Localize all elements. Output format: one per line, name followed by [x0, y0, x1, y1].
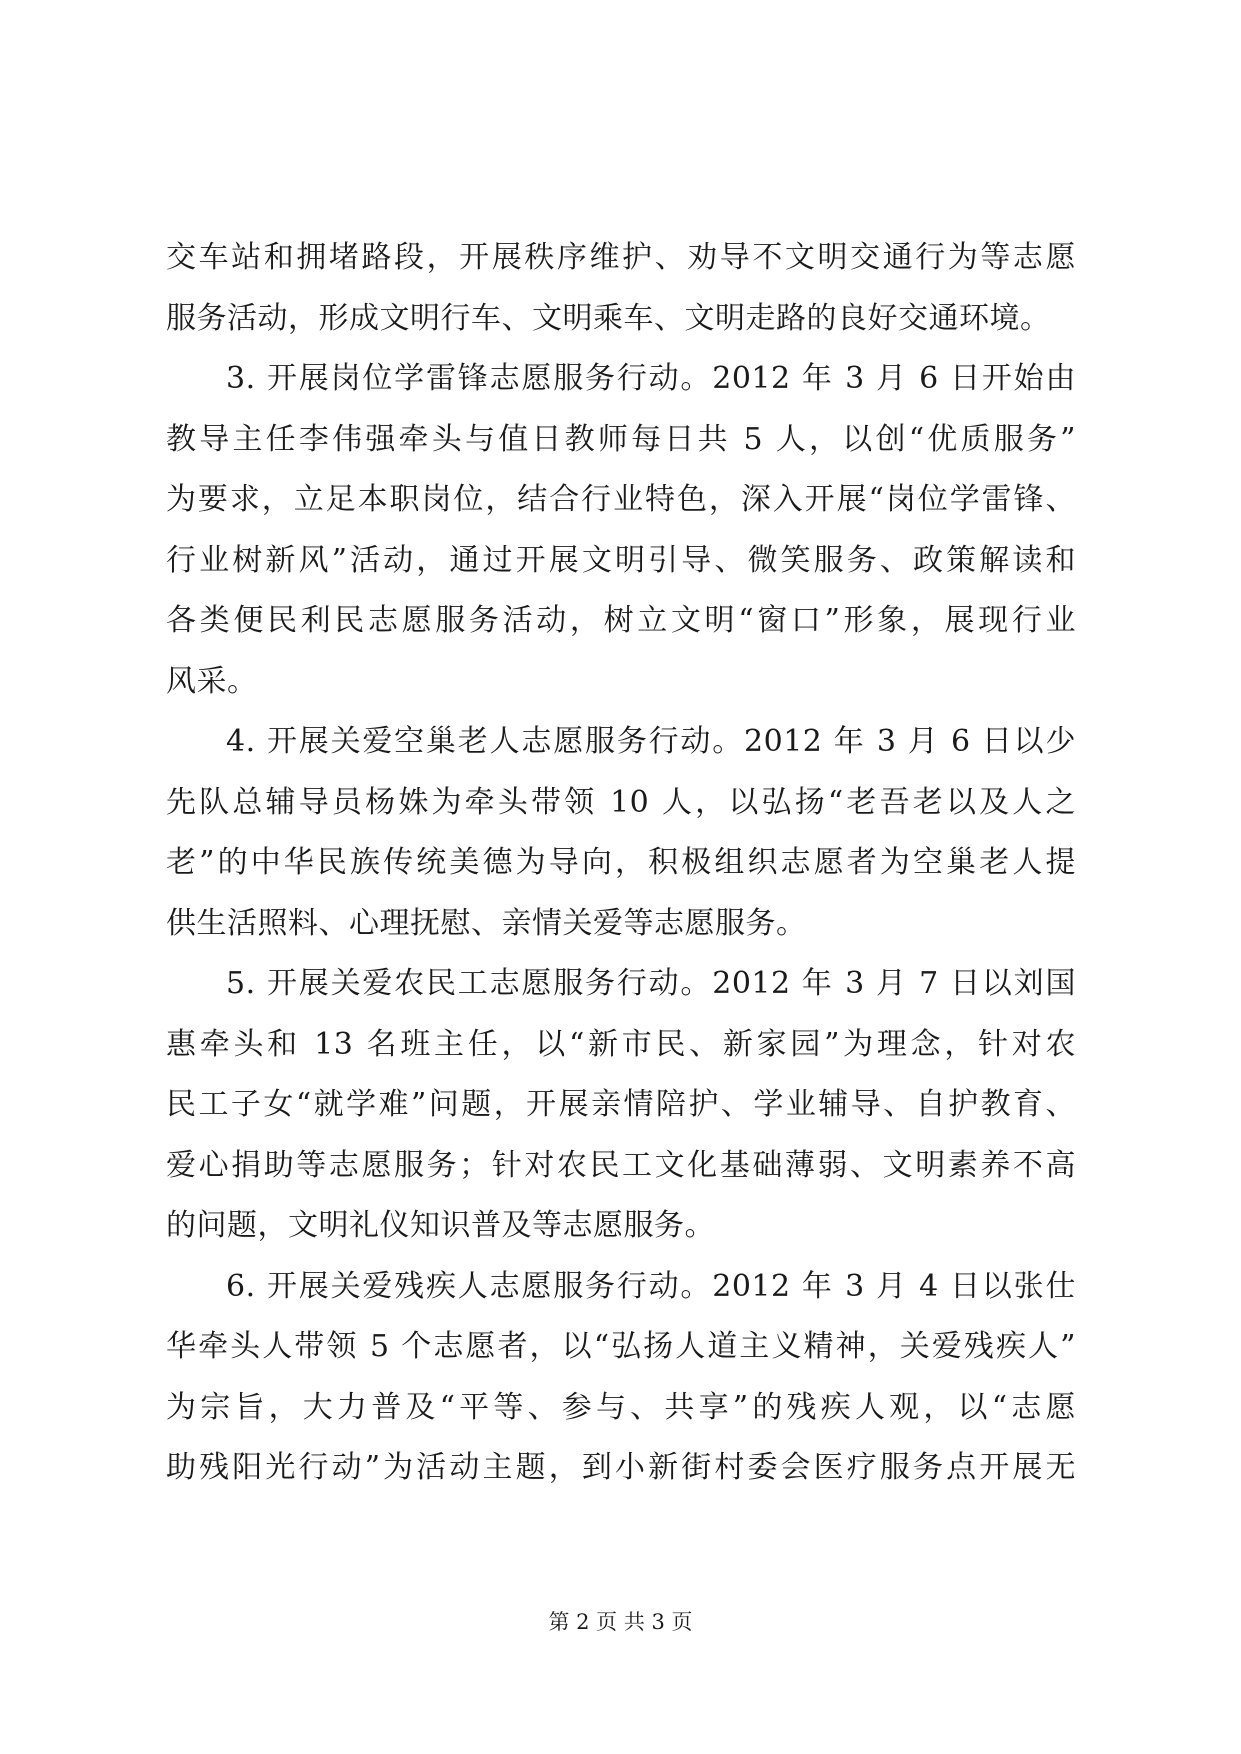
text-line: 供生活照料、心理抚慰、亲情关爱等志愿服务。 — [166, 905, 807, 941]
document-body — [166, 228, 1076, 1499]
text-line: 的问题，文明礼仪知识普及等志愿服务。 — [166, 1208, 715, 1243]
text-line: 民工子女“就学难”问题，开展亲情陪护、学业辅导、自护教育、 — [166, 1087, 1076, 1122]
text-line: 先队总辅导员杨姝为牵头带领 10 人，以弘扬“老吾老以及人之 — [166, 784, 1076, 820]
text-line: 教导主任李伟强牵头与值日教师每日共 5 人，以创“优质服务” — [166, 421, 1076, 457]
text-line: 各类便民利民志愿服务活动，树立文明“窗口”形象，展现行业 — [166, 603, 1076, 638]
text-line: 服务活动，形成文明行车、文明乘车、文明走路的良好交通环境。 — [166, 300, 1051, 336]
text-line: 为要求，立足本职岗位，结合行业特色，深入开展“岗位学雷锋、 — [166, 482, 1076, 517]
text-line: 老”的中华民族传统美德为导向，积极组织志愿者为空巢老人提 — [166, 845, 1076, 880]
text-line: 助残阳光行动”为活动主题，到小新街村委会医疗服务点开展无 — [166, 1450, 1076, 1485]
paragraph-heading-6: 6. 开展关爱残疾人志愿服务行动。2012 年 3 月 4 日以张仕 — [226, 1268, 1076, 1304]
paragraph-heading-4: 4. 开展关爱空巢老人志愿服务行动。2012 年 3 月 6 日以少 — [226, 724, 1076, 759]
text-line: 为宗旨，大力普及“平等、参与、共享”的残疾人观，以“志愿 — [166, 1389, 1076, 1425]
text-line: 行业树新风”活动，通过开展文明引导、微笑服务、政策解读和 — [166, 542, 1076, 578]
text-line: 爱心捐助等志愿服务；针对农民工文化基础薄弱、文明素养不高 — [166, 1147, 1076, 1183]
paragraph-heading-5: 5. 开展关爱农民工志愿服务行动。2012 年 3 月 7 日以刘国 — [226, 966, 1076, 1001]
paragraph-heading-3: 3. 开展岗位学雷锋志愿服务行动。2012 年 3 月 6 日开始由 — [226, 361, 1076, 396]
page-number-footer: 第 2 页 共 3 页 — [548, 1610, 693, 1634]
text-line: 风采。 — [166, 663, 258, 699]
text-line: 交车站和拥堵路段，开展秩序维护、劝导不文明交通行为等志愿 — [166, 240, 1076, 275]
text-line: 华牵头人带领 5 个志愿者，以“弘扬人道主义精神，关爱残疾人” — [166, 1329, 1076, 1364]
text-line: 惠牵头和 13 名班主任，以“新市民、新家园”为理念，针对农 — [166, 1026, 1076, 1062]
